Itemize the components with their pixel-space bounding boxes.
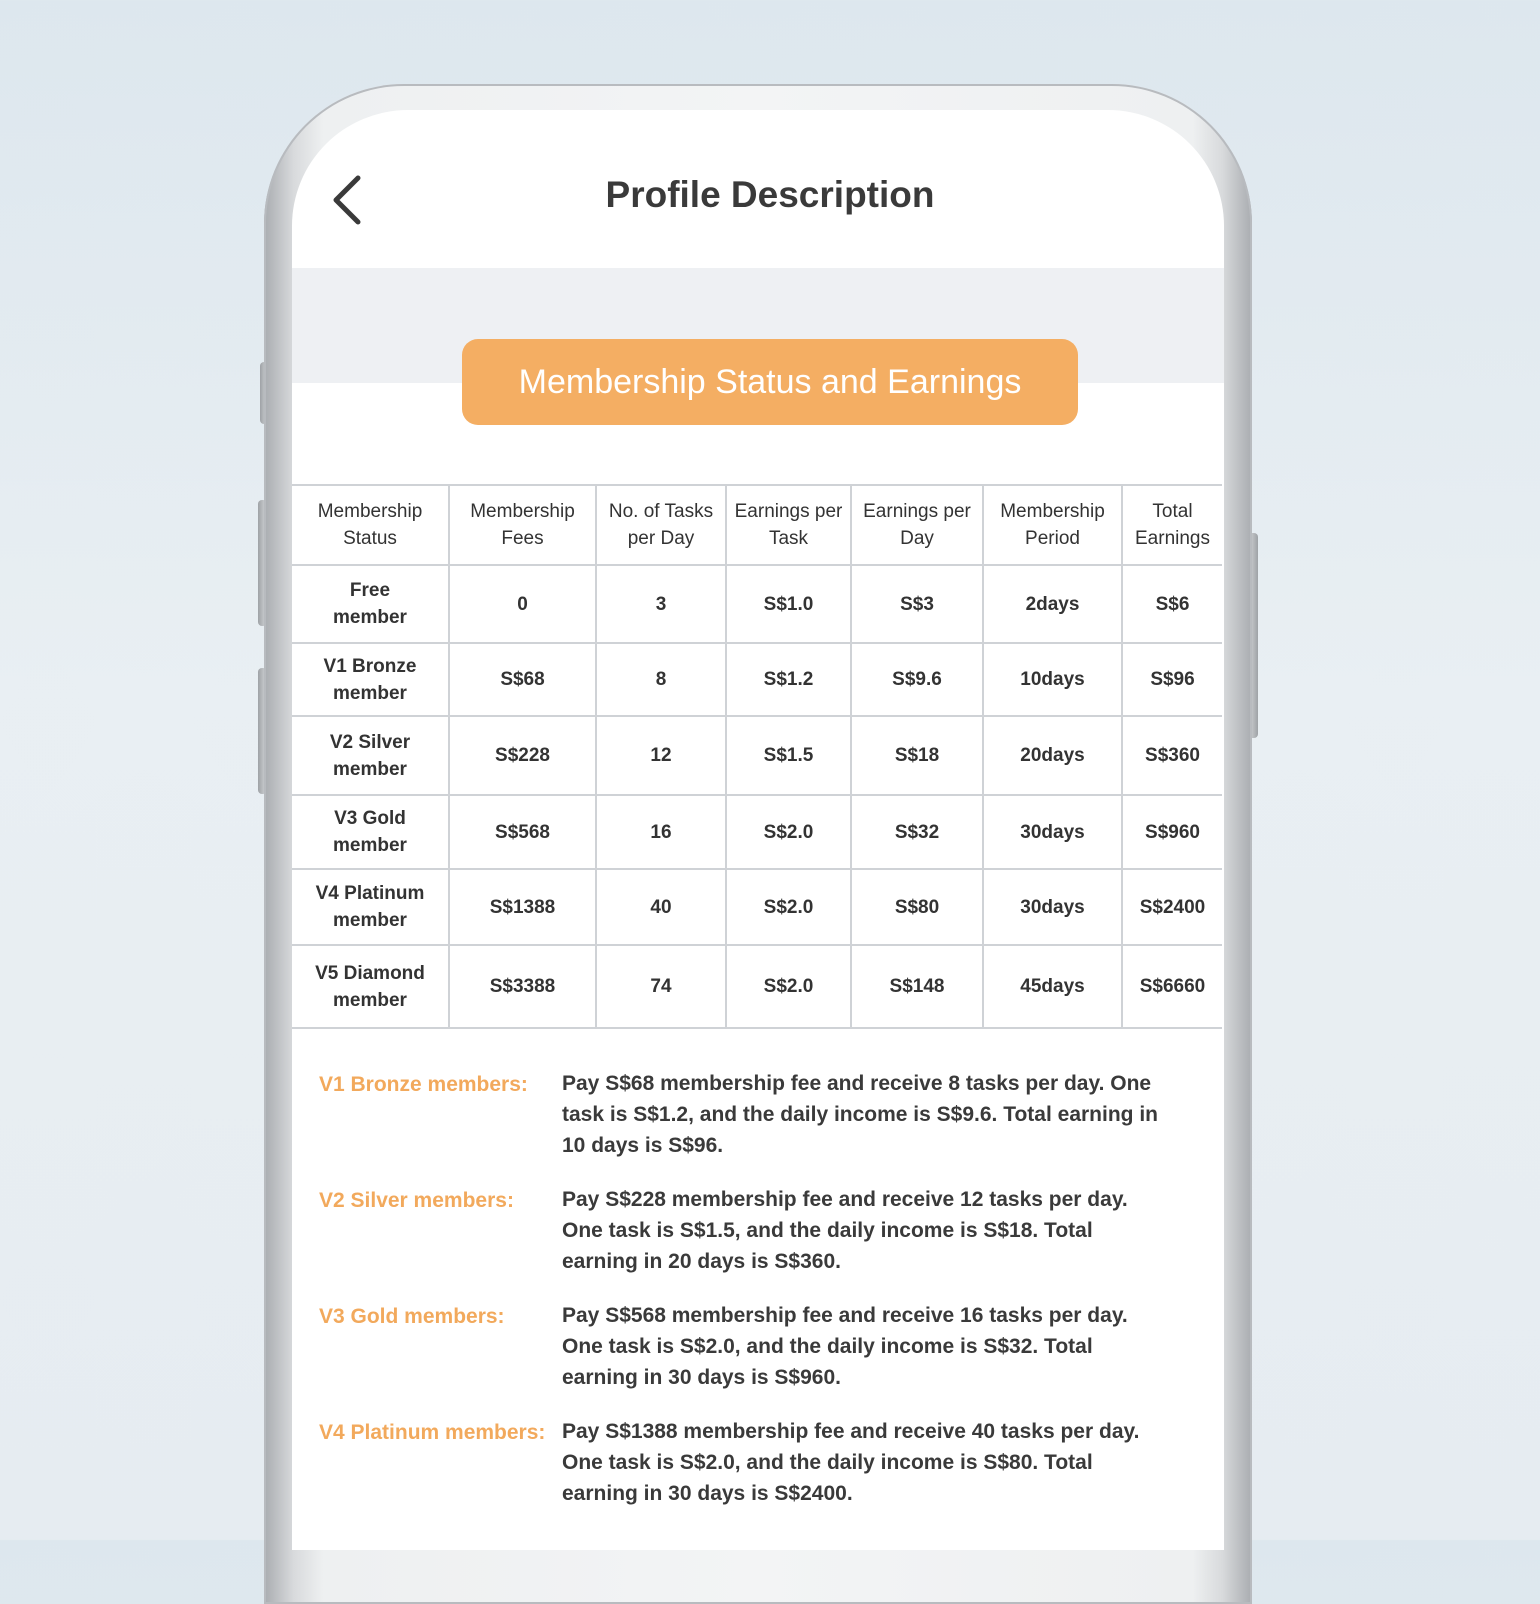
table-cell-period: 10days (983, 643, 1122, 716)
table-cell-total: S$2400 (1122, 869, 1222, 945)
app-header (292, 110, 1224, 268)
table-cell-total: S$6660 (1122, 945, 1222, 1028)
membership-table-container (292, 484, 1222, 1029)
column-header (851, 485, 983, 565)
table-cell-per-task: S$1.5 (726, 716, 851, 795)
cell-line: member (333, 758, 407, 780)
cell-line: Membership (470, 501, 575, 522)
membership-table (292, 484, 1222, 1029)
table-cell-per-task: S$1.2 (726, 643, 851, 716)
membership-status-cell (292, 643, 449, 716)
table-row (292, 795, 1222, 869)
description-text: Pay S$568 membership fee and receive 16 tasks per day. One task is S$2.0, and the daily income is S$32. Total earning in 30 days is S$960. (562, 1304, 1128, 1389)
membership-descriptions (319, 1068, 1179, 1532)
cell-line: per Day (627, 528, 695, 549)
page-title: Profile Description (605, 174, 935, 215)
membership-status-cell (292, 945, 449, 1028)
table-cell-fees: S$228 (449, 716, 596, 795)
table-cell-period: 30days (983, 795, 1122, 869)
table-cell-fees: S$68 (449, 643, 596, 716)
cell-line: Earnings per (863, 501, 971, 522)
table-cell-tasks: 12 (596, 716, 726, 795)
table-cell-fees: 0 (449, 565, 596, 643)
table-cell-period: 30days (983, 869, 1122, 945)
cell-line: member (333, 682, 407, 704)
cell-line: Membership (1000, 501, 1105, 522)
table-cell-tasks: 16 (596, 795, 726, 869)
table-row (292, 945, 1222, 1028)
cell-line: member (333, 989, 407, 1011)
column-header (726, 485, 851, 565)
table-body (292, 565, 1222, 1028)
column-header (983, 485, 1122, 565)
cell-line: V4 Platinum (315, 883, 425, 904)
table-cell-tasks: 3 (596, 565, 726, 643)
membership-status-cell (292, 795, 449, 869)
description-item (319, 1300, 1179, 1393)
description-label: V2 Silver members: (319, 1189, 514, 1212)
table-cell-per-day: S$9.6 (851, 643, 983, 716)
column-header (1122, 485, 1222, 565)
table-cell-tasks: 74 (596, 945, 726, 1028)
table-cell-tasks: 40 (596, 869, 726, 945)
table-cell-per-task: S$1.0 (726, 565, 851, 643)
cell-line: Period (1025, 528, 1080, 549)
description-label: V1 Bronze members: (319, 1073, 528, 1096)
table-cell-fees: S$568 (449, 795, 596, 869)
cell-line: V3 Gold (334, 808, 406, 829)
column-header (596, 485, 726, 565)
cell-line: Free (349, 580, 391, 601)
membership-status-cell (292, 716, 449, 795)
cell-line: Task (768, 528, 809, 549)
phone-screen (292, 110, 1224, 1550)
membership-status-cell (292, 869, 449, 945)
cell-line: V1 Bronze (323, 655, 417, 677)
column-header (292, 485, 449, 565)
table-cell-tasks: 8 (596, 643, 726, 716)
description-text: Pay S$1388 membership fee and receive 40 tasks per day. One task is S$2.0, and the daily income is S$80. Total earning in 30 days is S$2400. (562, 1420, 1140, 1505)
table-cell-per-task: S$2.0 (726, 945, 851, 1028)
description-item (319, 1184, 1179, 1277)
description-text: Pay S$228 membership fee and receive 12 tasks per day. One task is S$1.5, and the daily income is S$18. Total earning in 20 days is S$360. (562, 1188, 1128, 1273)
cell-line: Membership (317, 501, 423, 522)
table-cell-per-task: S$2.0 (726, 869, 851, 945)
cell-line: Total (1152, 501, 1193, 522)
table-cell-total: S$360 (1122, 716, 1222, 795)
table-cell-per-day: S$80 (851, 869, 983, 945)
cell-line: member (333, 607, 407, 628)
table-cell-period: 45days (983, 945, 1122, 1028)
cell-line: member (333, 835, 407, 856)
membership-status-cell (292, 565, 449, 643)
description-label: V4 Platinum members: (319, 1421, 546, 1444)
cell-line: No. of Tasks (608, 501, 714, 522)
table-cell-per-day: S$3 (851, 565, 983, 643)
table-row (292, 643, 1222, 716)
table-cell-total: S$96 (1122, 643, 1222, 716)
description-item (319, 1416, 1179, 1509)
table-cell-per-task: S$2.0 (726, 795, 851, 869)
table-cell-total: S$6 (1122, 565, 1222, 643)
description-label: V3 Gold members: (319, 1305, 505, 1328)
cell-line: Status (343, 528, 397, 549)
description-text: Pay S$68 membership fee and receive 8 tasks per day. One task is S$1.2, and the daily income is S$9.6. Total earning in 10 days is S$96. (562, 1072, 1158, 1157)
cell-line: Fees (501, 528, 544, 549)
table-cell-total: S$960 (1122, 795, 1222, 869)
table-cell-fees: S$1388 (449, 869, 596, 945)
table-row (292, 565, 1222, 643)
cell-line: Earnings per (734, 501, 843, 522)
cell-line: member (333, 910, 407, 931)
table-cell-per-day: S$148 (851, 945, 983, 1028)
cell-line: V2 Silver (329, 731, 411, 753)
table-cell-period: 20days (983, 716, 1122, 795)
cell-line: Earnings (1135, 528, 1210, 549)
table-header-row (292, 485, 1222, 565)
section-banner: Membership Status and Earnings (462, 339, 1078, 425)
table-cell-per-day: S$18 (851, 716, 983, 795)
column-header (449, 485, 596, 565)
table-cell-per-day: S$32 (851, 795, 983, 869)
table-cell-period: 2days (983, 565, 1122, 643)
cell-line: V5 Diamond (315, 962, 425, 984)
table-row (292, 716, 1222, 795)
table-cell-fees: S$3388 (449, 945, 596, 1028)
table-row (292, 869, 1222, 945)
cell-line: Day (900, 528, 934, 549)
description-item (319, 1068, 1179, 1161)
